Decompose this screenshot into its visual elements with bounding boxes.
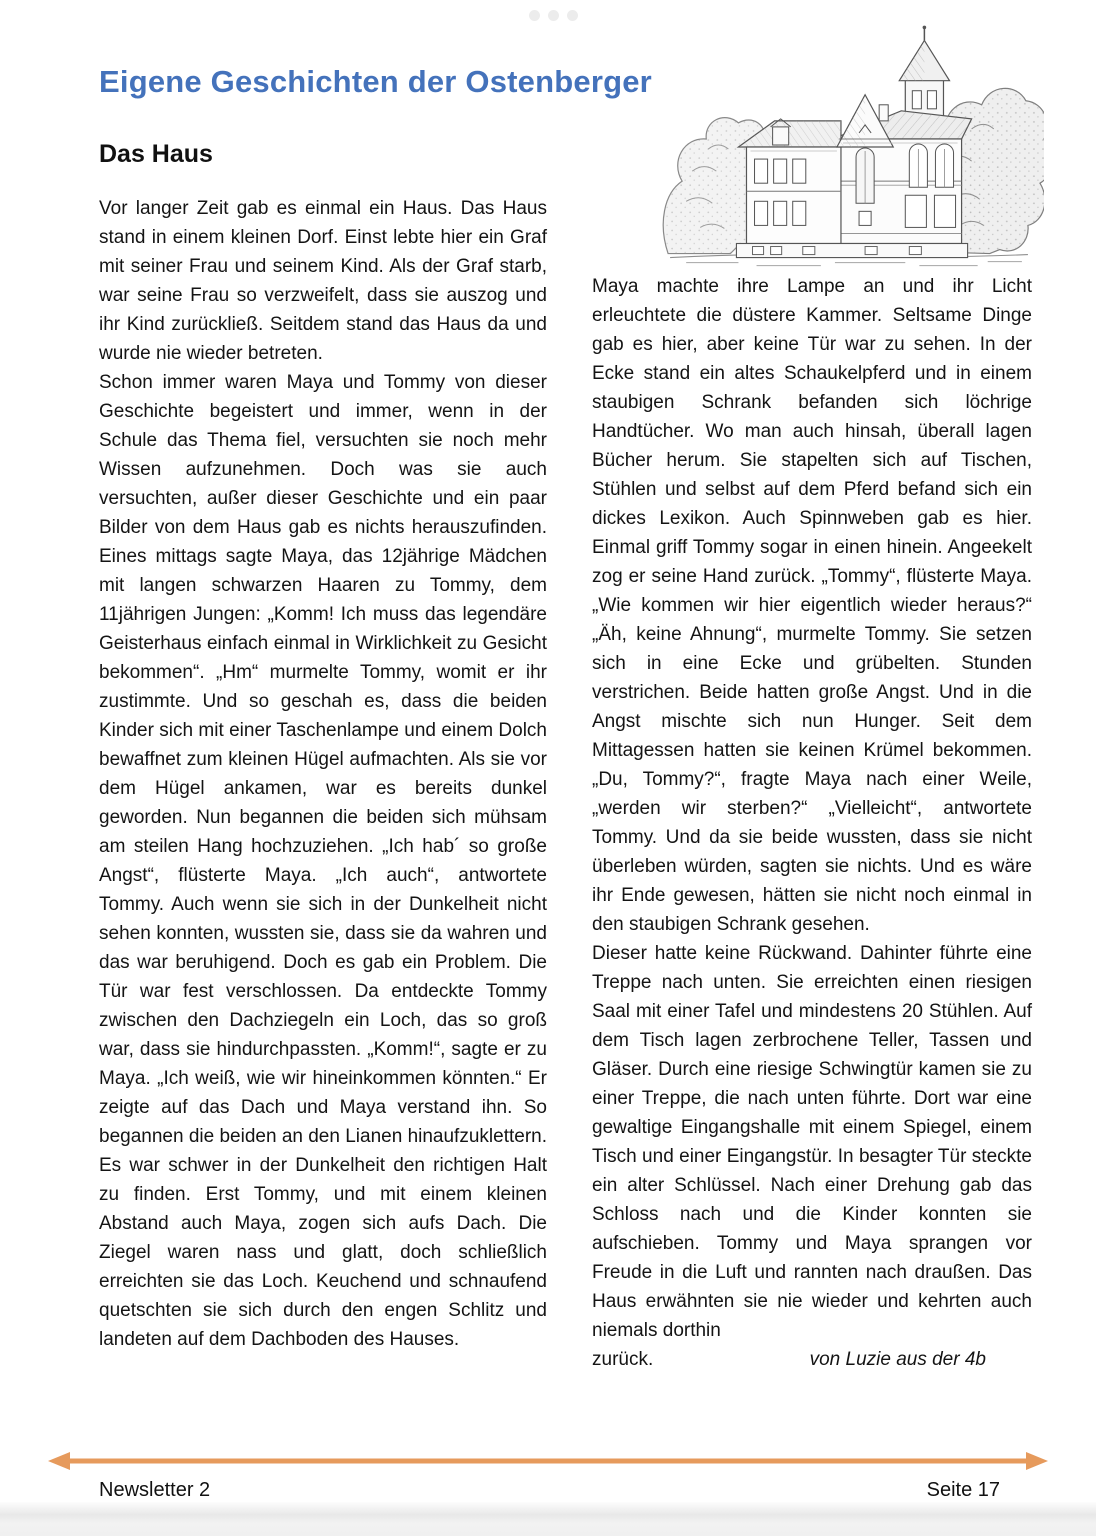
divider-arrow-icon	[46, 1448, 1050, 1474]
story-paragraph: Dieser hatte keine Rückwand. Dahinter führte eine Treppe nach unten. Sie erreichten einen riesigen Saal mit einer Tafel und mindestens 20 Stühlen. Auf dem Tisch lagen zerbrochene Teller, Tassen und Gläser. Durch eine riesige Schwingtür kamen sie zu einer Treppe, die nach unten führte. Dort war eine gewaltige Eingangshalle mit einem Spiegel, einem Tisch und einer Eingangstür. In besagter Tür steckte ein alter Schlüssel. Nach einer Drehung gab das Schloss nach und die Kinder konnten sie aufschieben. Tommy und Maya sprangen vor Freude in die Luft und rannten nach draußen. Das Haus erwähnten sie nie wieder und kehrten auch niemals dorthin	[592, 943, 1032, 1341]
closing-word: zurück.	[592, 1349, 654, 1370]
dot-icon	[548, 10, 559, 21]
story-title: Das Haus	[99, 140, 213, 168]
page-footer	[99, 1479, 1000, 1502]
story-paragraph: Vor langer Zeit gab es einmal ein Haus. Das Haus stand in einem kleinen Dorf. Einst lebte hier ein Graf mit seiner Frau und seinem Kind. Als der Graf starb, war seine Frau so verzweifelt, dass sie auszog und ihr Kind zurückließ. Seitdem stand das Haus da und wurde nie wieder betreten.	[99, 198, 547, 364]
author-byline: von Luzie aus der 4b	[809, 1349, 986, 1370]
right-text-column	[592, 272, 1032, 1374]
house-illustration	[652, 20, 1044, 270]
left-text-column	[99, 194, 547, 1354]
story-paragraph: Maya machte ihre Lampe an und ihr Licht erleuchtete die düstere Kammer. Seltsame Dinge gab es hier, aber keine Tür war zu sehen. In der Ecke stand ein altes Schaukelpferd und in einem staubigen Schrank befanden sich löchrige Handtücher. Wo man auch hinsah, überall lagen Bücher herum. Sie stapelten sich auf Tischen, Stühlen und selbst auf dem Pferd befand sich ein dickes Lexikon. Auch Spinnweben gab es hier. Einmal griff Tommy sogar in einen hinein. Angeekelt zog er seine Hand zurück. „Tommy“, flüsterte Maya. „Wie kommen wir hier eigentlich wieder heraus?“ „Äh, keine Ahnung“, murmelte Tommy. Sie setzen sich in eine Ecke und grübelten. Stunden verstrichen. Beide hatten große Angst. Und in die Angst mischte sich nun Hunger. Seit dem Mittagessen hatten sie keinen Krümel bekommen. „Du, Tommy?“, fragte Maya nach einer Weile, „werden wir sterben?“ „Vielleicht“, antwortete Tommy. Und da sie beide wussten, dass sie nicht überleben würden, sagten sie nichts. Und es wäre ihr Ende gewesen, hätten sie nicht noch einmal in den staubigen Schrank gesehen.	[592, 276, 1032, 935]
footer-newsletter-label: Newsletter 2	[99, 1479, 211, 1501]
page-title: Eigene Geschichten der Ostenberger	[99, 64, 652, 99]
closing-line	[592, 1345, 1032, 1374]
dot-icon	[567, 10, 578, 21]
page-separator-dots-icon	[529, 10, 578, 21]
footer-page-number: Seite 17	[926, 1479, 1000, 1501]
story-paragraph: Schon immer waren Maya und Tommy von dieser Geschichte begeistert und immer, wenn in der Schule das Thema fiel, versuchten sie noch mehr Wissen aufzunehmen. Doch was sie auch versuchten, außer dieser Geschichte und ein paar Bilder von dem Haus gab es nichts herauszufinden. Eines mittags sagte Maya, das 12jährige Mädchen mit langen schwarzen Haaren zu Tommy, dem 11jährigen Jungen: „Komm! Ich muss das legendäre Geisterhaus einfach einmal in Wirklichkeit zu Gesicht bekommen“. „Hm“ murmelte Tommy, womit er ihr zustimmte. Und so geschah es, dass die beiden Kinder sich mit einer Taschenlampe und einem Dolch bewaffnet zum kleinen Hügel aufmachten. Als sie vor dem Hügel ankamen, war es bereits dunkel geworden. Nun begannen die beiden sich mühsam am steilen Hang hochzuziehen. „Ich hab´ so große Angst“, flüsterte Maya. „Ich auch“, antwortete Tommy. Auch wenn sie sich in der Dunkelheit nicht sehen konnten, wussten sie, dass sie da wahren und das war beruhigend. Doch es gab ein Problem. Die Tür war fest verschlossen. Da entdeckte Tommy zwischen den Dachziegeln ein Loch, das so groß war, dass sie hindurchpassten. „Komm!“, sagte er zu Maya. „Ich weiß, wie wir hineinkommen könnten.“ Er zeigte auf das Dach und Maya verstand ihn. So begannen die beiden an den Lianen hinaufzuklettern. Es war schwer in der Dunkelheit den richtigen Halt zu finden. Erst Tommy, und mit einem kleinen Abstand auch Maya, zogen sich aufs Dach. Die Ziegel waren nass und glatt, doch schließlich erreichten sie das Loch. Keuchend und schnaufend quetschten sie sich durch den engen Schlitz und landeten auf dem Dachboden des Hauses.	[99, 372, 547, 1350]
dot-icon	[529, 10, 540, 21]
page-bottom-edge	[0, 1502, 1096, 1536]
